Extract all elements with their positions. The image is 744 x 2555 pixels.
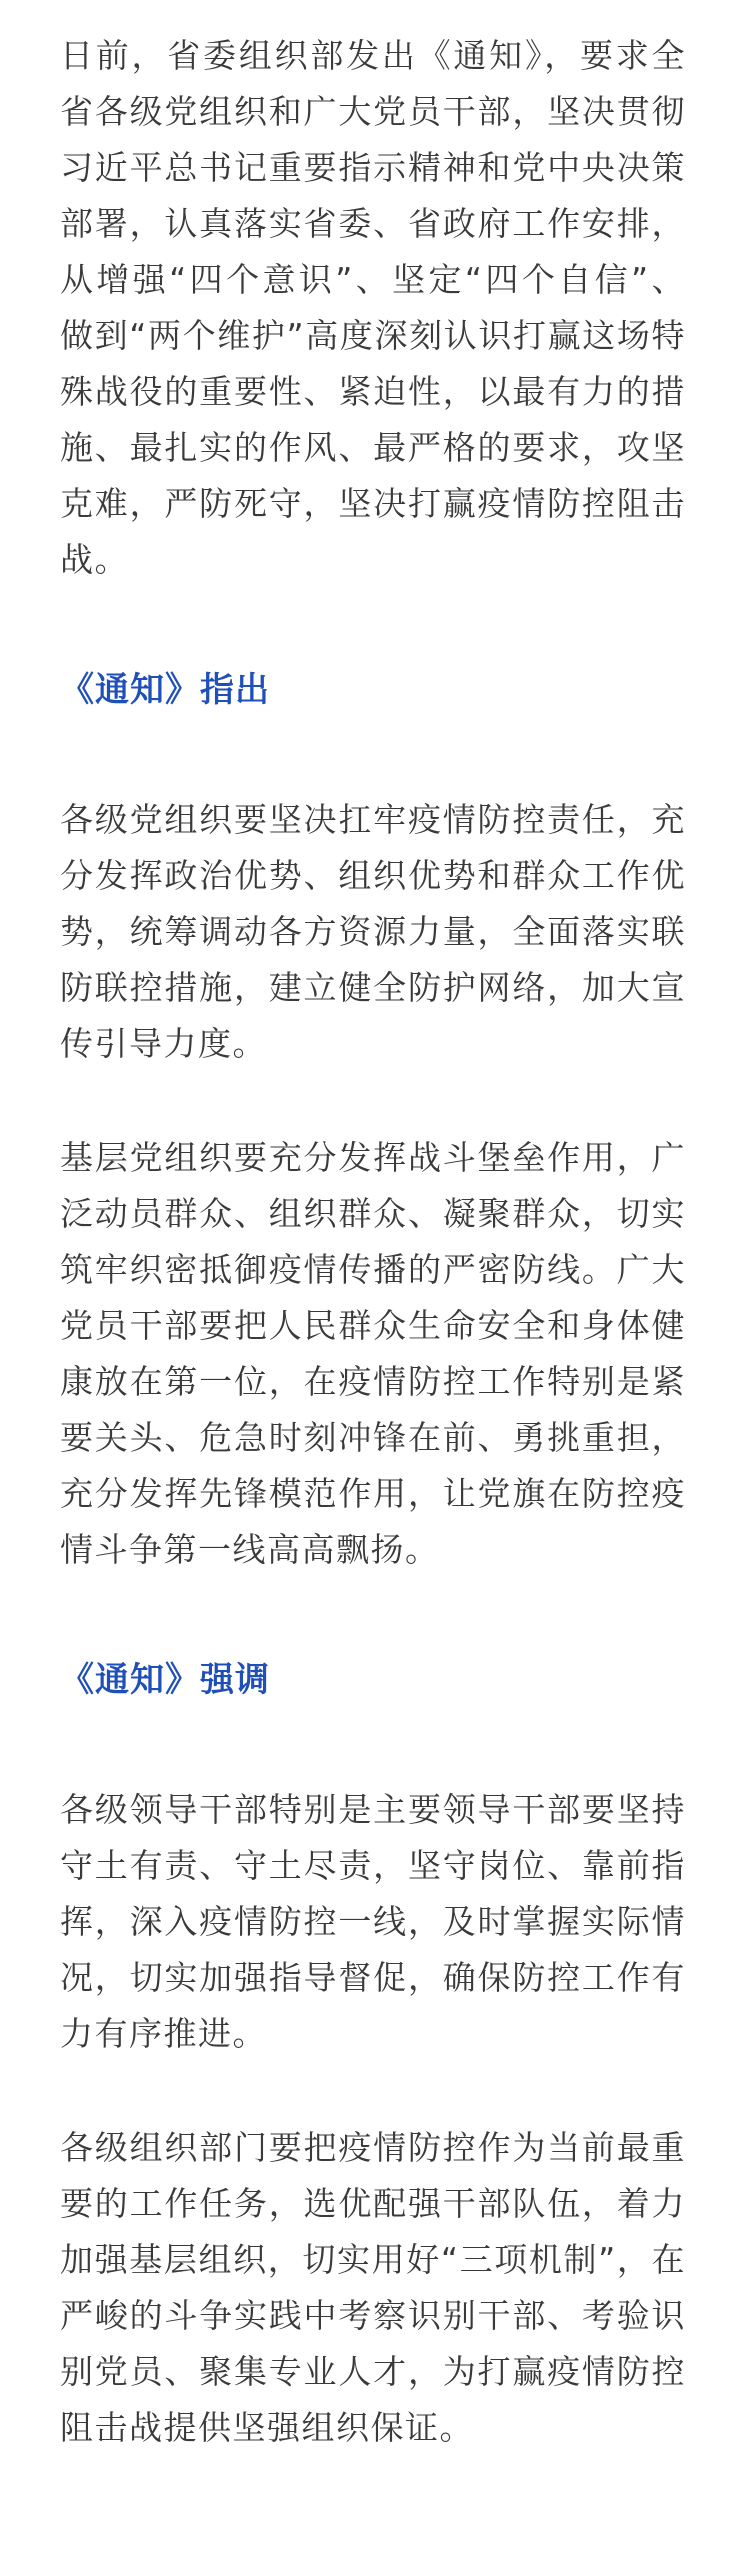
section-heading-notice-emphasis: 《通知》强调 — [60, 1660, 270, 1700]
intro-paragraph: 日前，省委组织部发出《通知》，要求全省各级党组织和广大党员干部，坚决贯彻习近平总书记重要指示精神和党中央决策部署，认真落实省委、省政府工作安排，从增强“四个意识”、坚定“四个自信”、做到“两个维护”高度深刻认识打赢这场特殊战役的重要性、紧迫性，以最有力的措施、最扎实的作风、最严格的要求，攻坚克难，严防死守，坚决打赢疫情防控阻击战。 — [60, 36, 686, 579]
article-body — [60, 28, 686, 2456]
section1-paragraph-2: 基层党组织要充分发挥战斗堡垒作用，广泛动员群众、组织群众、凝聚群众，切实筑牢织密抵御疫情传播的严密防线。广大党员干部要把人民群众生命安全和身体健康放在第一位，在疫情防控工作特别是紧要关头、危急时刻冲锋在前、勇挑重担，充分发挥先锋模范作用，让党旗在防控疫情斗争第一线高高飘扬。 — [60, 1138, 686, 1569]
section1-paragraph-1: 各级党组织要坚决扛牢疫情防控责任，充分发挥政治优势、组织优势和群众工作优势，统筹调动各方资源力量，全面落实联防联控措施，建立健全防护网络，加大宣传引导力度。 — [60, 800, 686, 1063]
section-heading-notice-points: 《通知》指出 — [60, 670, 270, 710]
section2-paragraph-2: 各级组织部门要把疫情防控作为当前最重要的工作任务，选优配强干部队伍，着力加强基层组织，切实用好“三项机制”，在严峻的斗争实践中考察识别干部、考验识别党员、聚集专业人才，为打赢疫情防控阻击战提供坚强组织保证。 — [60, 2128, 686, 2447]
section2-paragraph-1: 各级领导干部特别是主要领导干部要坚持守土有责、守土尽责，坚守岗位、靠前指挥，深入疫情防控一线，及时掌握实际情况，切实加强指导督促，确保防控工作有力有序推进。 — [60, 1790, 686, 2053]
